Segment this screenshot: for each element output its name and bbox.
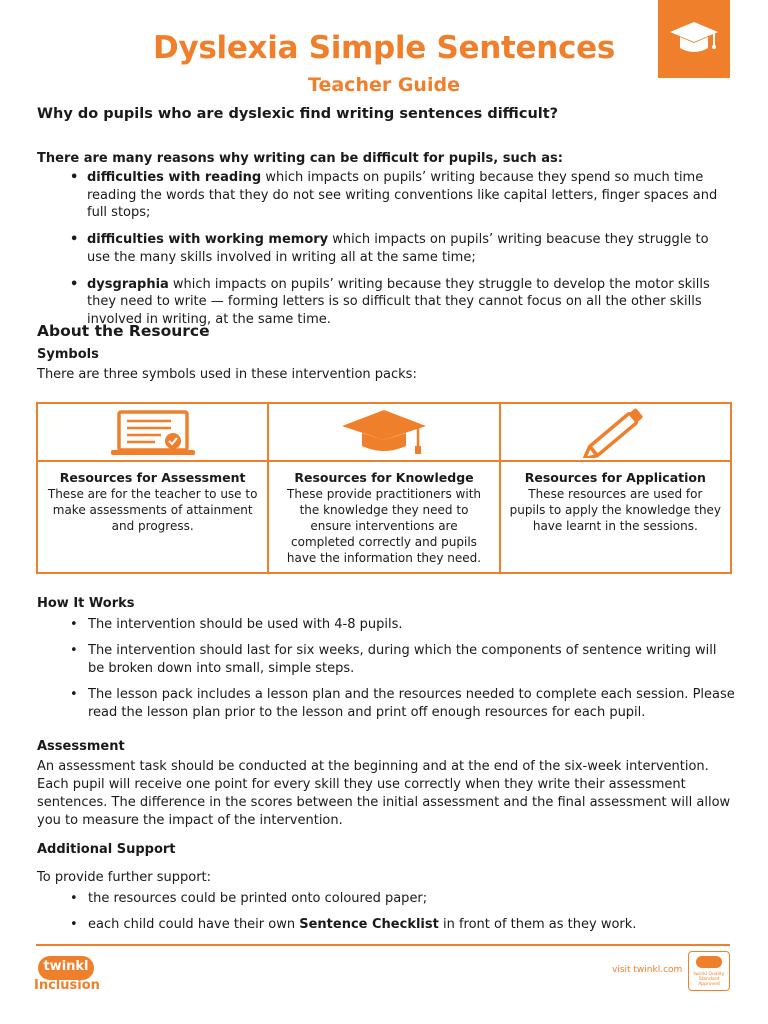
list-item bbox=[70, 169, 735, 222]
reason-text: which impacts on pupils’ writing beacuse they struggle to use the many skills involved in writing all at the same time; bbox=[87, 232, 709, 265]
how-heading: How It Works bbox=[37, 596, 135, 611]
support-list bbox=[70, 890, 735, 942]
assessment-text: An assessment task should be conducted at the beginning and at the end of the six-week intervention. Each pupil will receive one point for every skill they use correctly when they write their assessment sentences. The difference in the scores between the initial assessment and the final assessment will allow you to measure the impact of the intervention. bbox=[37, 759, 731, 828]
reason-text: which impacts on pupils’ writing because they struggle to develop the motor skills they need to write — forming letters is so difficult that they cannot focus on all the other skills involved in writing, at the same time. bbox=[87, 276, 710, 327]
reasons-list bbox=[70, 169, 735, 338]
graduation-cap-icon bbox=[336, 408, 432, 458]
reason-term: dysgraphia bbox=[87, 276, 169, 292]
symbols-heading: Symbols bbox=[37, 347, 99, 362]
symbol-desc: These resources are used for pupils to apply the knowledge they have learnt in the sessions. bbox=[509, 487, 722, 533]
list-item: • The intervention should last for six weeks, during which the components of sentence writing will be broken down into small, simple steps. bbox=[70, 642, 735, 678]
symbol-cell-knowledge bbox=[269, 404, 500, 572]
page-subtitle: Teacher Guide bbox=[308, 74, 460, 96]
quality-stamp bbox=[688, 951, 730, 991]
logo-text: twinkl bbox=[43, 959, 89, 974]
support-heading: Additional Support bbox=[37, 842, 176, 857]
reasons-intro: There are many reasons why writing can be difficult for pupils, such as: bbox=[37, 151, 563, 166]
header-badge bbox=[658, 0, 730, 78]
page-title: Dyslexia Simple Sentences bbox=[153, 30, 615, 66]
symbol-desc: These are for the teacher to use to make assessments of attainment and progress. bbox=[47, 487, 258, 533]
footer-link[interactable]: visit twinkl.com bbox=[612, 965, 683, 975]
list-item bbox=[70, 231, 735, 266]
list-item: • The intervention should be used with 4-8 pupils. bbox=[70, 616, 735, 634]
stamp-text: twinkl Quality Standard Approved bbox=[693, 972, 725, 987]
symbol-title: Resources for Application bbox=[524, 470, 706, 485]
symbol-title: Resources for Knowledge bbox=[294, 470, 474, 485]
symbol-desc: These provide practitioners with the knowledge they need to ensure interventions are completed correctly and pupils have the information they need. bbox=[286, 487, 482, 565]
pencil-icon bbox=[567, 408, 663, 458]
symbol-cell-assessment bbox=[38, 404, 269, 572]
reason-text: which impacts on pupils’ writing because they spend so much time reading the words that they do not see writing conventions like capital letters, finger spaces and full stops; bbox=[87, 170, 718, 220]
reason-term: difficulties with working memory bbox=[87, 232, 329, 247]
how-list bbox=[70, 616, 735, 730]
list-item bbox=[70, 276, 735, 329]
list-item: • The lesson pack includes a lesson plan and the resources needed to complete each session. Please read the lesson plan prior to the lesson and print off enough resources for each pupil. bbox=[70, 686, 735, 722]
section-question: Why do pupils who are dyslexic find writing sentences difficult? bbox=[37, 106, 559, 122]
support-item2-text: each child could have their own bbox=[88, 917, 300, 932]
sentence-checklist-label: Sentence Checklist bbox=[299, 917, 439, 932]
support-intro: To provide further support: bbox=[37, 870, 212, 885]
footer-divider bbox=[36, 944, 730, 946]
symbols-table bbox=[36, 402, 732, 574]
list-item: • the resources could be printed onto coloured paper; bbox=[70, 890, 735, 908]
about-heading: About the Resource bbox=[37, 322, 210, 340]
symbols-intro: There are three symbols used in these intervention packs: bbox=[37, 367, 417, 382]
symbol-cell-application bbox=[501, 404, 730, 572]
list-item bbox=[70, 916, 735, 934]
symbol-title: Resources for Assessment bbox=[59, 470, 246, 485]
twinkl-inclusion-logo bbox=[34, 956, 106, 996]
laptop-check-icon bbox=[105, 408, 201, 458]
graduation-cap-icon bbox=[668, 20, 720, 60]
support-item2-text: in front of them as they work. bbox=[438, 917, 637, 932]
reason-term: difficulties with reading bbox=[87, 170, 262, 185]
assessment-heading: Assessment bbox=[37, 739, 125, 754]
logo-subtext: Inclusion bbox=[34, 978, 100, 993]
